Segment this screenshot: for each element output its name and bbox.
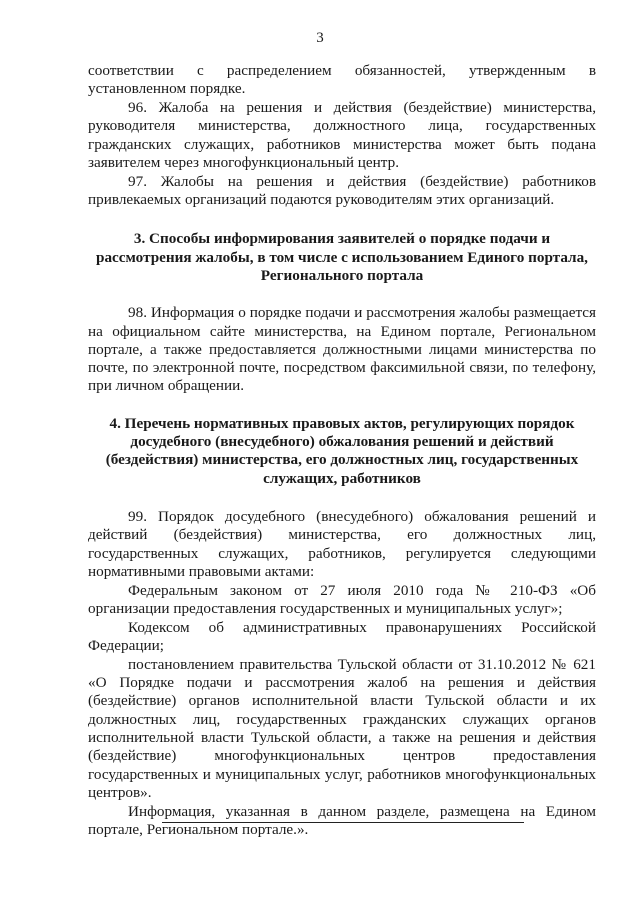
paragraph-federal-law: Федеральным законом от 27 июля 2010 года № 210-ФЗ «Об организации предоставления государственных и муниципальных услуг»; — [88, 581, 596, 617]
section-4-heading: 4. Перечень нормативных правовых актов, регулирующих порядок досудебного (внесудебного) обжалования решений и действий (бездействия) министерства, его должностных лиц, государственных служащих, работников — [105, 414, 579, 487]
page-number: 3 — [316, 30, 324, 46]
paragraph-information: Информация, указанная в данном разделе, размещена на Едином портале, Региональном портале.». — [88, 802, 596, 838]
paragraph-code: Кодексом об административных правонарушениях Российской Федерации; — [88, 618, 596, 655]
end-rule — [162, 822, 524, 823]
paragraph-continuation: соответствии с распределением обязанностей, утвержденным в установленном порядке. — [88, 62, 596, 98]
paragraph-96: 96. Жалоба на решения и действия (бездействие) министерства, руководителя министерства, должностного лица, государственных гражданских служащих, работников министерства может быть подана заявителем через многофункциональный центр. — [88, 99, 596, 171]
document-body — [88, 62, 596, 840]
paragraph-resolution: постановлением правительства Тульской области от 31.10.2012 № 621 «О Порядке подачи и рассмотрения жалоб на решения и действия (бездействие) органов исполнительной власти Тульской области и их должностных лиц, государственных гражданских служащих органов исполнительной власти Тульской области, а также на решения и действия (бездействие) многофункциональных центров предоставления государственных и муниципальных услуг, работников многофункциональных центров». — [88, 655, 596, 801]
paragraph-97: 97. Жалобы на решения и действия (бездействие) работников привлекаемых организаций подаются руководителям этих организаций. — [88, 172, 596, 209]
paragraph-98: 98. Информация о порядке подачи и рассмотрения жалобы размещается на официальном сайте министерства, на Едином портале, Региональном портале, а также предоставляется должностными лицами министерства по почте, по электронной почте, посредством факсимильной связи, по телефону, при личном обращении. — [88, 304, 596, 395]
section-3-heading: 3. Способы информирования заявителей о порядке подачи и рассмотрения жалобы, в том числе с использованием Единого портала, Регионального портала — [96, 230, 588, 284]
paragraph-99: 99. Порядок досудебного (внесудебного) обжалования решений и действий (бездействия) министерства, его должностных лиц, государственных служащих, работников, регулируется следующими нормативными правовыми актами: — [88, 507, 596, 580]
